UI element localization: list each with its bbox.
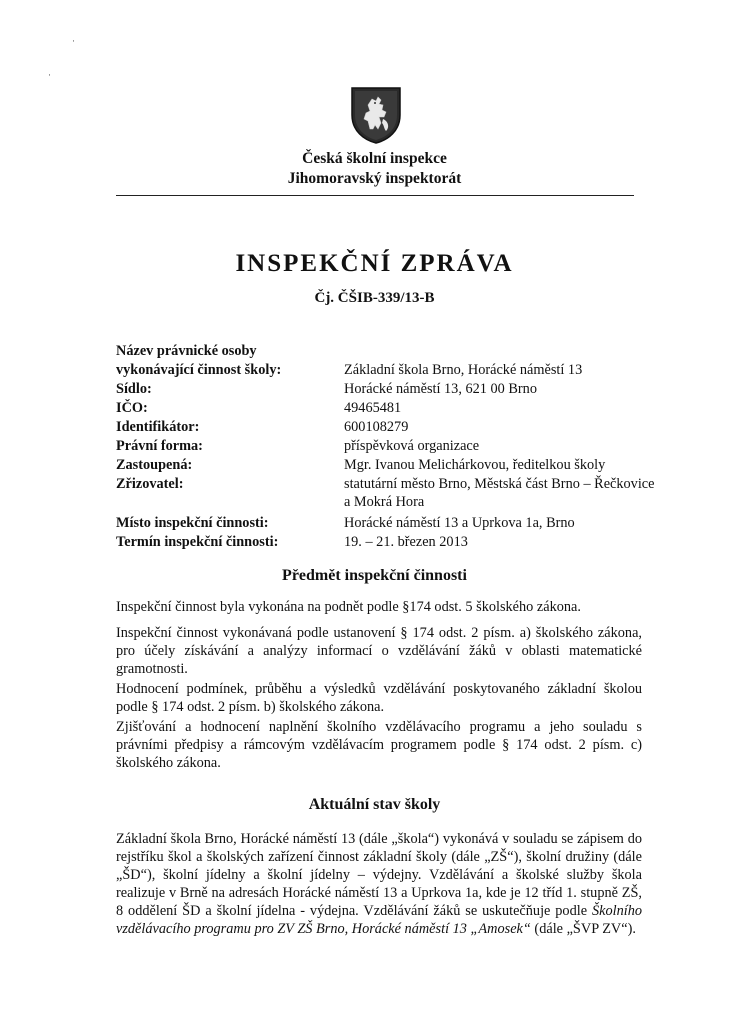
info-row: [116, 514, 656, 532]
paragraph: Inspekční činnost vykonávaná podle ustanovení § 174 odst. 2 písm. a) školského zákona, pro účely získávání a analýzy informací o vzdělávání žáků v oblasti matematické gramotnosti.: [116, 625, 642, 677]
info-row: [116, 456, 656, 474]
info-label: vykonávající činnost školy:: [116, 362, 282, 378]
info-value: Základní škola Brno, Horácké náměstí 13: [344, 362, 583, 378]
info-row: [116, 342, 656, 360]
info-label: Sídlo:: [116, 381, 152, 397]
info-value: 19. – 21. březen 2013: [344, 534, 468, 550]
info-label: Název právnické osoby: [116, 343, 257, 359]
paragraph: Zjišťování a hodnocení naplnění školního vzdělávacího programu a jeho souladu s právními předpisy a rámcovým vzdělávacím programem podle § 174 odst. 2 písm. c) školského zákona.: [116, 719, 642, 771]
info-row: [116, 418, 656, 436]
paragraph-text: Základní škola Brno, Horácké náměstí 13 (dále „škola“) vykonává v souladu se zápisem do rejstříku škol a školských zařízení činnost základní školy (dále „ZŠ“), školní družiny (dále „ŠD“), školní jídelny a školní jídelny – výdejny. Vzdělávání a školské služby škola realizuje v Brně na adresách Horácké náměstí 13 a Uprkova 1a, kde je 12 tříd 1. stupně ZŠ, 8 oddělení ŠD a školní jídelna - výdejna. Vzdělávání žáků se uskutečňuje podle: [116, 831, 642, 919]
info-label: IČO:: [116, 400, 148, 416]
info-row: [116, 437, 656, 455]
info-row: [116, 475, 656, 511]
reference-number: Čj. ČŠIB-339/13-B: [314, 290, 435, 306]
program-name: Školního vzdělávacího programu pro ZV ZŠ Brno, Horácké náměstí 13 „Amosek“: [116, 903, 642, 937]
paragraph: Hodnocení podmínek, průběhu a výsledků vzdělávání poskytovaného základní školou podle § 174 odst. 2 písm. b) školského zákona.: [116, 681, 642, 715]
info-value: statutární město Brno, Městská část Brno – Řečkovice a Mokrá Hora: [344, 476, 655, 510]
school-info-table: [116, 342, 656, 552]
info-label: Termín inspekční činnosti:: [116, 534, 279, 550]
info-value: 49465481: [344, 400, 402, 416]
info-row: [116, 361, 656, 379]
info-label: Právní forma:: [116, 438, 203, 454]
info-value: Mgr. Ivanou Melichárkovou, ředitelkou školy: [344, 457, 606, 473]
inspectorate-name: Česká školní inspekce: [302, 150, 447, 167]
document-title: INSPEKČNÍ ZPRÁVA: [235, 250, 514, 277]
info-row: [116, 380, 656, 398]
info-row: [116, 533, 656, 551]
paragraph-text-end: (dále „ŠVP ZV“).: [530, 921, 636, 937]
scan-speck: ·: [72, 36, 75, 46]
coat-of-arms-icon: [348, 85, 404, 145]
header-divider: [116, 195, 634, 196]
paragraph: Inspekční činnost byla vykonána na podnět podle §174 odst. 5 školského zákona.: [116, 599, 581, 615]
paragraph-school-status: [116, 830, 642, 938]
info-value: [344, 342, 656, 360]
info-label: Místo inspekční činnosti:: [116, 515, 269, 531]
info-label: Zastoupená:: [116, 457, 193, 473]
section-heading-subject: Předmět inspekční činnosti: [282, 567, 467, 584]
regional-office-name: Jihomoravský inspektorát: [287, 170, 462, 187]
scan-speck: ·: [48, 70, 51, 80]
info-value: příspěvková organizace: [344, 438, 480, 454]
section-heading-status: Aktuální stav školy: [308, 796, 441, 813]
info-row: [116, 399, 656, 417]
info-label: Identifikátor:: [116, 419, 200, 435]
info-value: 600108279: [344, 419, 409, 435]
info-value: Horácké náměstí 13, 621 00 Brno: [344, 381, 537, 397]
info-value: Horácké náměstí 13 a Uprkova 1a, Brno: [344, 515, 575, 531]
info-label: Zřizovatel:: [116, 476, 184, 492]
